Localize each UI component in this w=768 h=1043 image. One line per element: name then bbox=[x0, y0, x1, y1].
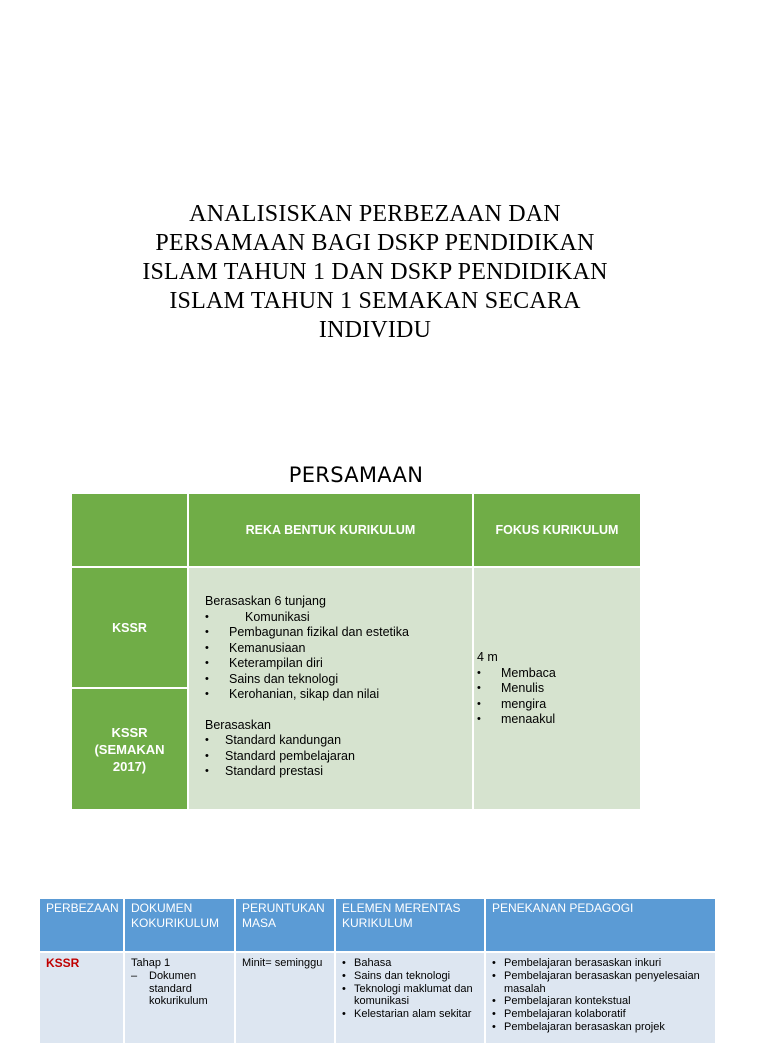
list-item: • Pembelajaran kolaboratif bbox=[492, 1008, 709, 1021]
list-item: • Kelestarian alam sekitar bbox=[342, 1008, 478, 1021]
title-line: PERSAMAAN BAGI DSKP PENDIDIKAN bbox=[155, 230, 595, 256]
list-item: • Pembelajaran berasaskan inkuri bbox=[492, 957, 709, 970]
elemen-list bbox=[342, 957, 478, 1021]
list-item: • Keterampilan diri bbox=[205, 656, 472, 672]
fokus-cell bbox=[474, 568, 640, 809]
list-item: • mengira bbox=[477, 697, 640, 713]
reka-bentuk-intro-1: Berasaskan 6 tunjang bbox=[205, 594, 326, 608]
dokumen-list bbox=[131, 970, 228, 1008]
dokumen-cell bbox=[125, 953, 234, 1043]
list-item: • Pembagunan fizikal dan estetika bbox=[205, 625, 472, 641]
pedagogi-cell bbox=[486, 953, 715, 1043]
list-item: • Kerohanian, sikap dan nilai bbox=[205, 687, 472, 703]
elemen-cell bbox=[336, 953, 484, 1043]
row-label-kssr-semakan: KSSR (SEMAKAN 2017) bbox=[72, 689, 187, 809]
fokus-intro: 4 m bbox=[477, 650, 498, 664]
title-line: ISLAM TAHUN 1 SEMAKAN SECARA bbox=[169, 288, 581, 314]
list-item: • Pembelajaran berasaskan projek bbox=[492, 1021, 709, 1034]
list-item: • Membaca bbox=[477, 666, 640, 682]
reka-bentuk-list-2 bbox=[205, 733, 472, 780]
masa-cell: Minit= seminggu bbox=[236, 953, 334, 1043]
reka-bentuk-cell bbox=[189, 568, 472, 809]
header-perbezaan: PERBEZAAN bbox=[40, 899, 123, 951]
document-title bbox=[100, 200, 650, 345]
header-elemen: ELEMEN MERENTAS KURIKULUM bbox=[336, 899, 484, 951]
list-item: • Teknologi maklumat dan komunikasi bbox=[342, 983, 478, 1009]
row-label-kssr: KSSR bbox=[72, 568, 187, 687]
reka-bentuk-intro-2: Berasaskan bbox=[205, 717, 272, 732]
list-item: • Kemanusiaan bbox=[205, 641, 472, 657]
title-line: ISLAM TAHUN 1 DAN DSKP PENDIDIKAN bbox=[142, 259, 608, 285]
perbezaan-table bbox=[40, 899, 715, 1033]
header-reka-bentuk: REKA BENTUK KURIKULUM bbox=[189, 494, 472, 566]
header-empty-cell bbox=[72, 494, 187, 566]
list-item: • Pembelajaran kontekstual bbox=[492, 995, 709, 1008]
title-line: ANALISISKAN PERBEZAAN DAN bbox=[189, 201, 561, 227]
title-line: INDIVIDU bbox=[318, 317, 432, 343]
header-fokus: FOKUS KURIKULUM bbox=[474, 494, 640, 566]
list-item: • Standard prestasi bbox=[205, 764, 472, 780]
dokumen-intro: Tahap 1 bbox=[131, 957, 171, 969]
row-label-kssr: KSSR bbox=[40, 953, 123, 1043]
list-item: • menaakul bbox=[477, 712, 640, 728]
list-item: • Menulis bbox=[477, 681, 640, 697]
list-item: • Standard pembelajaran bbox=[205, 749, 472, 765]
reka-bentuk-list-1 bbox=[205, 610, 472, 703]
header-peruntukan: PERUNTUKAN MASA bbox=[236, 899, 334, 951]
list-item: – Dokumen standard kokurikulum bbox=[131, 970, 228, 1008]
header-dokumen: DOKUMEN KOKURIKULUM bbox=[125, 899, 234, 951]
pedagogi-list bbox=[492, 957, 709, 1034]
header-pedagogi: PENEKANAN PEDAGOGI bbox=[486, 899, 715, 951]
list-item: • Sains dan teknologi bbox=[342, 970, 478, 983]
fokus-list bbox=[477, 666, 640, 728]
list-item: • Sains dan teknologi bbox=[205, 672, 472, 688]
persamaan-table bbox=[72, 494, 640, 809]
list-item: • Standard kandungan bbox=[205, 733, 472, 749]
list-item: • Komunikasi bbox=[205, 610, 472, 626]
list-item: • Bahasa bbox=[342, 957, 478, 970]
list-item: • Pembelajaran berasaskan penyelesaian masalah bbox=[492, 970, 709, 996]
persamaan-heading: PERSAMAAN bbox=[288, 463, 424, 487]
